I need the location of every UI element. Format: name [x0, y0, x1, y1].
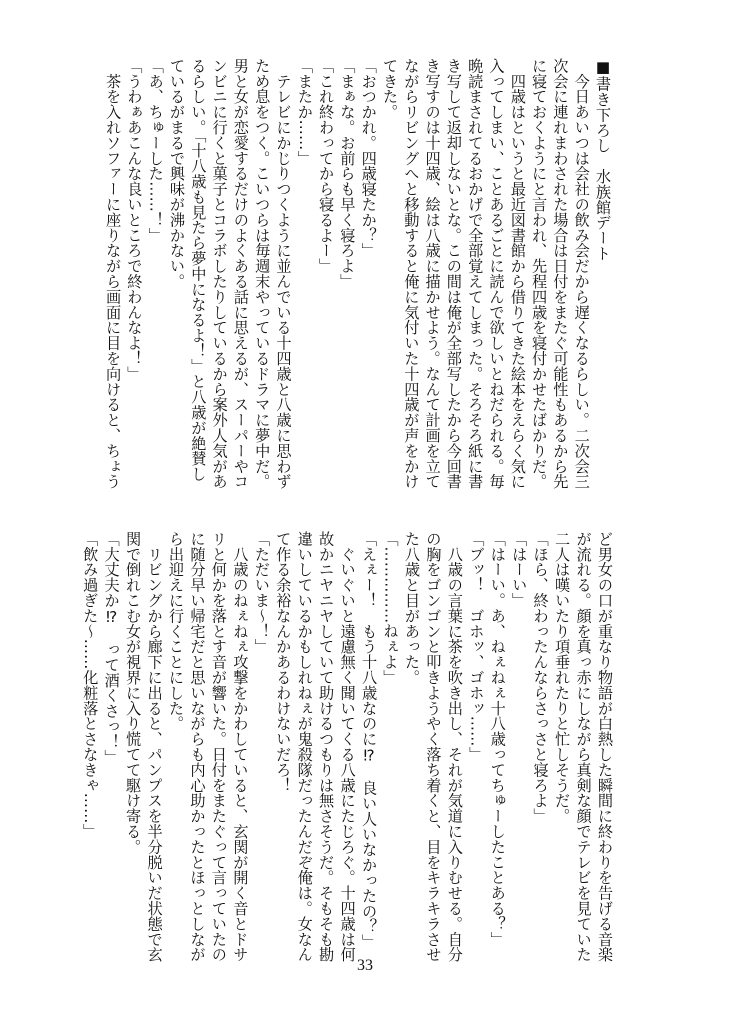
text-column: 「えぇー！ もう十八歳なのに⁉ 良い人いなかったの？」	[360, 531, 379, 950]
text-column: テレビにかじりつくように並んでいる十四歳と八歳に思わず	[274, 58, 293, 490]
text-column: ぐいぐいと遠慮無く聞いてくる八歳にたじろぐ。十四歳は何	[338, 531, 357, 963]
text-column: 次会に連れまわされた場合は日付をまたぐ可能性もあるから先	[551, 58, 570, 490]
text-column: 「これ終わってから寝るよー」	[317, 58, 336, 274]
text-column: 「……………ねぇよ」	[381, 531, 400, 685]
lower-text-block	[0, 531, 730, 963]
text-column: 関で倒れこむ女が視界に入り慌てて駆け寄る。	[124, 531, 143, 855]
text-column: の胸をゴンゴンと叩きようやく落ち着くと、目をキラキラさせ	[424, 531, 443, 963]
text-column: ら出迎えに行くことにした。	[167, 531, 185, 732]
text-column: るらしい。「十八歳も見たら夢中になるよ！」と八歳が絶賛し	[189, 58, 208, 482]
text-column: き写して返却しないとな。この間は俺が全部写したから今回書	[444, 58, 463, 490]
text-column: リビングから廊下に出ると、パンプスを半分脱いだ状態で玄	[145, 531, 164, 963]
text-column: 「あ、ちゅーした……！」	[146, 58, 165, 243]
text-column: 入ってしまい、ことあるごとに読んで欲しいとねだられる。毎	[487, 58, 506, 490]
text-column: き写すのは十四歳、絵は八歳に描かせよう。なんて計画を立て	[423, 58, 442, 490]
text-column: て作る余裕なんかあるわけないだろ！	[274, 531, 293, 793]
text-column: 「おつかれ。四歳寝たか？」	[359, 58, 378, 259]
text-column: 茶を入れソファーに座りながら画面に目を向けると、ちょう	[104, 58, 123, 490]
text-column: 八歳の言葉に茶を吹き出し、それが気道に入りむせる。自分	[445, 531, 464, 963]
text-column: が流れる。顔を真っ赤にしながら真剣な顔でテレビを見ていた	[574, 531, 593, 963]
text-column: 晩読まされてるおかげで全部覚えてしまった。そろそろ紙に書	[466, 58, 485, 490]
text-column: ンビニに行くと菓子とコラボしたりしているから案外人気があ	[210, 58, 229, 490]
text-column: 男と女が恋愛するだけのよくある話に思えるが、スーパーやコ	[231, 58, 250, 490]
text-column: 「ただいま～！」	[252, 531, 271, 655]
text-column: 故かニヤニヤしていて助けるつもりは無さそうだ。そもそも勘	[317, 531, 336, 963]
text-column: ど男女の口が重なり物語が白熱した瞬間に終わりを告げる音楽	[596, 531, 614, 963]
text-column: 今日あいつは会社の飲み会だから遅くなるらしい。二次会三	[572, 58, 591, 490]
text-column: に随分早い帰宅だと思いながらも内心助かったとほっとしなが	[188, 531, 207, 963]
text-column: 「うわぁあこんな良いところで終わんなよ！」	[125, 58, 144, 382]
section-heading: ■書き下ろし 水族館デート	[594, 58, 612, 261]
text-column: 「まぁな。お前らも早く寝ろよ」	[338, 58, 357, 289]
text-column: 「大丈夫か⁉ って酒くさっ！」	[102, 531, 121, 765]
text-column: ため息をつく。こいつらは毎週末やっているドラマに夢中だ。	[253, 58, 272, 490]
upper-text-block	[0, 58, 730, 498]
text-column: 「飲み過ぎた～……化粧落とさなきゃ……」	[81, 531, 100, 839]
text-column: 「はーい。あ、ねぇねぇ十八歳ってちゅーしたことある？」	[488, 531, 507, 947]
text-column: 二人は嘆いたり項垂れたりと忙しそうだ。	[553, 531, 572, 824]
text-column: 違いしているかもしれねぇが鬼殺隊だったんだぞ俺は。女なん	[295, 531, 314, 963]
text-column: ているがまるで興味が沸かない。	[168, 58, 186, 289]
text-column: 八歳のねぇねぇ攻撃をかわしていると、玄関が開く音とドサ	[231, 531, 250, 963]
text-column: た八歳と目があった。	[402, 531, 421, 685]
text-column: 「またか……」	[295, 58, 314, 166]
text-column: に寝ておくようにと言われ、先程四歳を寝付かせたばかりだ。	[530, 58, 549, 490]
text-column: 「はーい」	[510, 531, 529, 608]
text-column: 「ブッ！ ゴホッ、ゴホッ……」	[467, 531, 486, 762]
text-column: 四歳はというと最近図書館から借りてきた絵本をえらく気に	[508, 58, 527, 490]
page-number: 33	[357, 957, 373, 974]
text-column: 「ほら、終わったんならさっさと寝ろよ」	[531, 531, 550, 824]
text-column: てきた。	[381, 58, 399, 120]
text-column: リと何かを落とす音が響いた。日付をまたぐって言っていたの	[209, 531, 228, 963]
text-column: ながらリビングへと移動すると俺に気付いた十四歳が声をかけ	[402, 58, 421, 490]
